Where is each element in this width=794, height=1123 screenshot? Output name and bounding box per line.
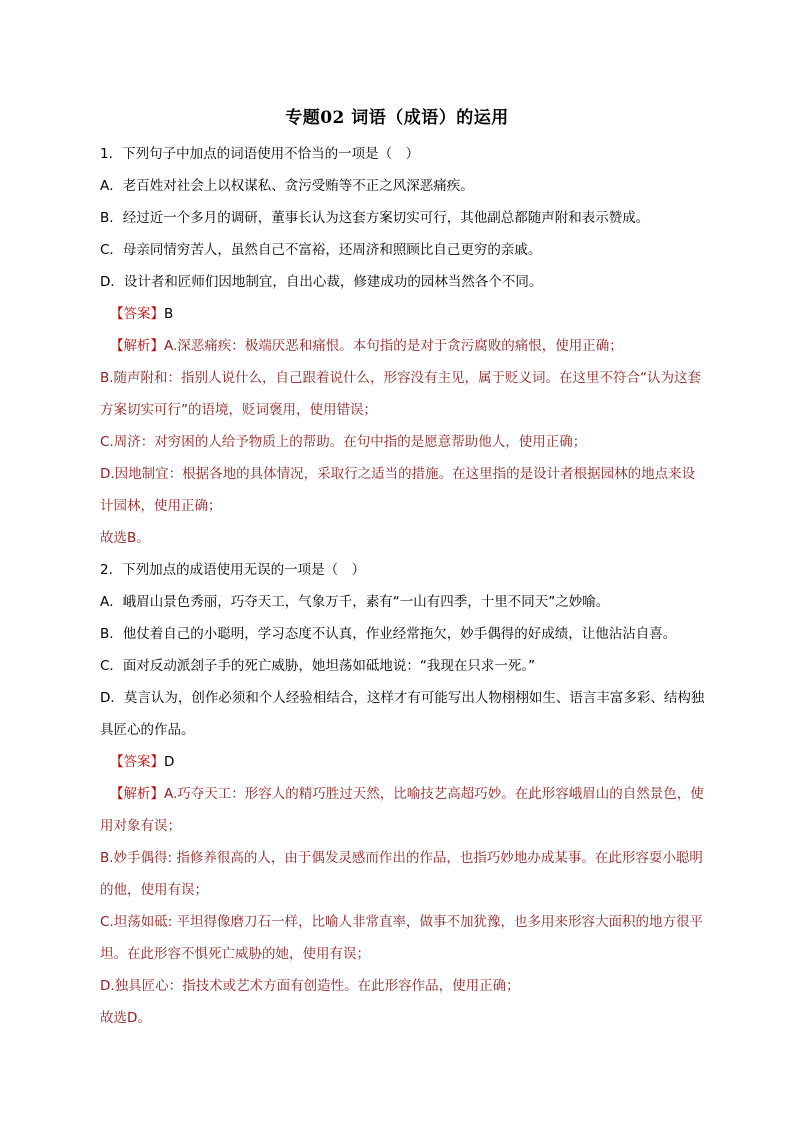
question-2-analysis-b-cont: 的他，使用有误； [100, 882, 208, 898]
analysis-line: A.深恶痛疾：极端厌恶和痛恨。本句指的是对于贪污腐败的痛恨，使用正确； [164, 338, 623, 354]
question-1-analysis-a [110, 336, 623, 356]
question-2-stem: 2．下列加点的成语使用无误的一项是（ ） [100, 562, 366, 578]
question-1-conclusion: 故选B。 [100, 530, 150, 546]
question-2-option-b: B．他仗着自己的小聪明，学习态度不认真，作业经常拖欠，妙手偶得的好成绩，让他沾沾自喜。 [100, 626, 677, 642]
answer-value: D [164, 754, 175, 770]
question-1-analysis-d-cont: 计园林，使用正确； [100, 498, 222, 514]
question-1-option-d: D．设计者和匠师们因地制宜，自出心裁，修建成功的园林当然各个不同。 [100, 274, 543, 290]
question-1-analysis-c: C.周济：对穷困的人给予物质上的帮助。在句中指的是愿意帮助他人，使用正确； [100, 434, 587, 450]
analysis-tag: 【解析】 [110, 786, 164, 802]
question-2-analysis-d: D.独具匠心：指技术或艺术方面有创造性。在此形容作品，使用正确； [100, 978, 520, 994]
answer-tag: 【答案】 [110, 754, 164, 770]
question-2-analysis-a [110, 784, 704, 804]
question-2-option-a: A．峨眉山景色秀丽，巧夺天工，气象万千，素有“一山有四季，十里不同天”之妙喻。 [100, 594, 610, 610]
analysis-tag: 【解析】 [110, 338, 164, 354]
question-1-analysis-d: D.因地制宜：根据各地的具体情况，采取行之适当的措施。在这里指的是设计者根据园林的地点来设 [100, 466, 696, 482]
page-title: 专题02 词语（成语）的运用 [285, 108, 509, 128]
question-2-option-d: D．莫言认为，创作必须和个人经验相结合，这样才有可能写出人物栩栩如生、语言丰富多彩、结构独 [100, 690, 705, 706]
question-2-option-c: C．面对反动派刽子手的死亡威胁，她坦荡如砥地说：“我现在只求一死。” [100, 658, 536, 674]
question-2-answer [110, 752, 174, 772]
question-2-analysis-b: B.妙手偶得: 指修养很高的人，由于偶发灵感而作出的作品，也指巧妙地办成某事。在此形容耍小聪明 [100, 850, 703, 866]
question-1-option-c: C．母亲同情穷苦人，虽然自己不富裕，还周济和照顾比自己更穷的亲戚。 [100, 242, 542, 258]
answer-value: B [164, 306, 174, 322]
question-2-conclusion: 故选D。 [100, 1010, 151, 1026]
answer-tag: 【答案】 [110, 306, 164, 322]
question-1-analysis-b-cont: 方案切实可行”的语境，贬词褒用，使用错误； [100, 402, 377, 418]
question-1-option-b: B．经过近一个多月的调研，董事长认为这套方案切实可行，其他副总都随声附和表示赞成。 [100, 210, 650, 226]
question-1-option-a: A．老百姓对社会上以权谋私、贪污受贿等不正之风深恶痛疾。 [100, 178, 474, 194]
question-1-stem: 1．下列句子中加点的词语使用不恰当的一项是（ ） [100, 146, 420, 162]
question-1-analysis-b: B.随声附和：指别人说什么，自己跟着说什么，形容没有主见，属于贬义词。在这里不符合“认为这套 [100, 370, 702, 386]
question-2-analysis-c: C.坦荡如砥: 平坦得像磨刀石一样，比喻人非常直率，做事不加犹豫，也多用来形容大面积的地方很平 [100, 914, 704, 930]
question-2-analysis-c-cont: 坦。在此形容不惧死亡威胁的她，使用有误； [100, 946, 370, 962]
analysis-line: A.巧夺天工：形容人的精巧胜过天然，比喻技艺高超巧妙。在此形容峨眉山的自然景色，使 [164, 786, 704, 802]
question-2-analysis-a-cont: 用对象有误； [100, 818, 181, 834]
question-1-answer [110, 304, 173, 324]
question-2-option-d-cont: 具匠心的作品。 [100, 722, 195, 738]
